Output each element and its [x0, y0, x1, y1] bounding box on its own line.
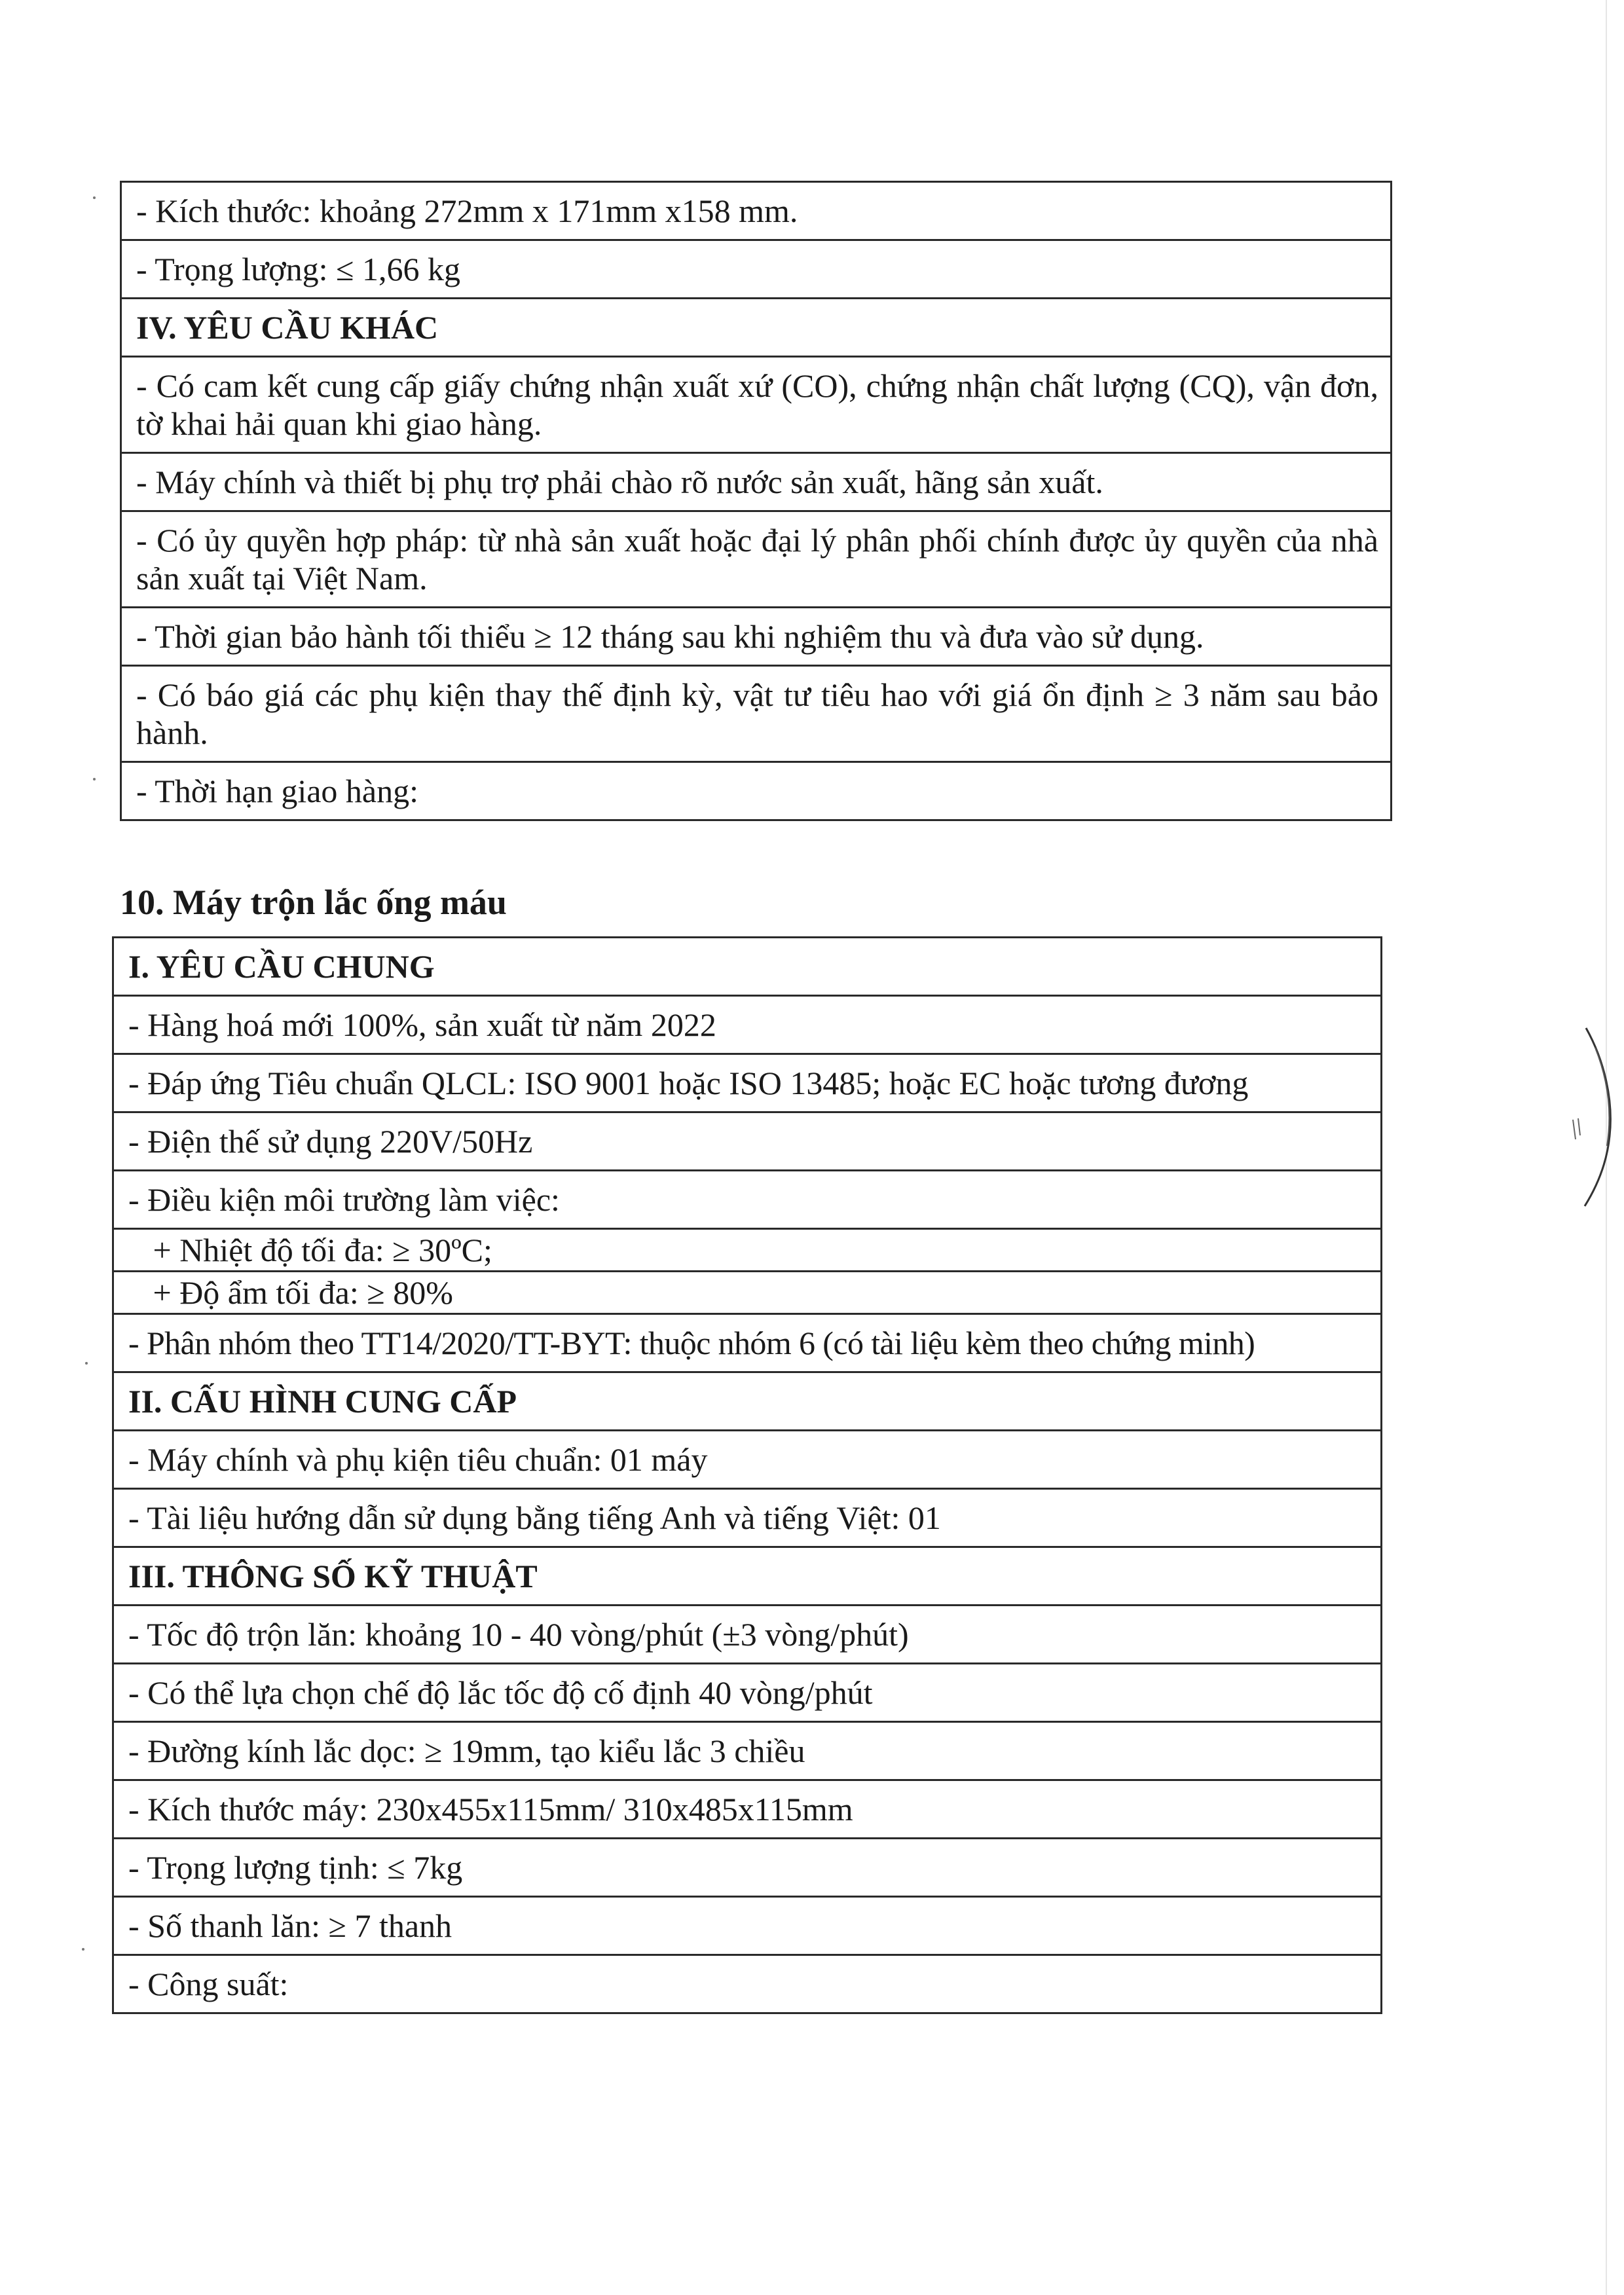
table-row — [113, 1780, 1382, 1839]
section-heading-cell: III. THÔNG SỐ KỸ THUẬT — [113, 1547, 1382, 1606]
table-cell: - Thời hạn giao hàng: — [121, 762, 1392, 820]
table1-body — [121, 182, 1392, 820]
table-cell: - Máy chính và phụ kiện tiêu chuẩn: 01 máy — [113, 1431, 1382, 1489]
margin-tick-mark — [93, 778, 96, 780]
margin-tick-mark — [82, 1948, 84, 1951]
table-row — [113, 1606, 1382, 1664]
table-row — [113, 1054, 1382, 1112]
table-cell: + Độ ẩm tối đa: ≥ 80% — [113, 1272, 1382, 1314]
table-row — [113, 1112, 1382, 1171]
partial-stamp-mark — [1566, 1021, 1624, 1211]
table-cell: - Công suất: — [113, 1955, 1382, 2013]
table-row — [113, 1839, 1382, 1897]
margin-tick-mark — [93, 196, 96, 199]
table-row — [113, 1955, 1382, 2013]
table-cell: - Tốc độ trộn lăn: khoảng 10 - 40 vòng/phút (±3 vòng/phút) — [113, 1606, 1382, 1664]
section-heading-cell: I. YÊU CẦU CHUNG — [113, 938, 1382, 996]
table-row — [121, 240, 1392, 299]
table-cell: - Có ủy quyền hợp pháp: từ nhà sản xuất hoặc đại lý phân phối chính được ủy quyền của nhà sản xuất tại Việt Nam. — [121, 511, 1392, 608]
table-row — [121, 182, 1392, 240]
table-row — [121, 666, 1392, 762]
table-row — [113, 938, 1382, 996]
table-row — [113, 1314, 1382, 1372]
table-row — [121, 453, 1392, 511]
table-row — [113, 1229, 1382, 1272]
table-row — [121, 608, 1392, 666]
table-row — [113, 1547, 1382, 1606]
table-cell: - Có cam kết cung cấp giấy chứng nhận xuất xứ (CO), chứng nhận chất lượng (CQ), vận đơn, tờ khai hải quan khi giao hàng. — [121, 357, 1392, 453]
table-row — [113, 1431, 1382, 1489]
section-heading-cell: IV. YÊU CẦU KHÁC — [121, 299, 1392, 357]
table-row — [121, 357, 1392, 453]
table-row — [113, 1722, 1382, 1780]
table-cell: - Máy chính và thiết bị phụ trợ phải chào rõ nước sản xuất, hãng sản xuất. — [121, 453, 1392, 511]
requirements-table-continued — [120, 181, 1392, 821]
table-row — [113, 1372, 1382, 1431]
table-cell: - Điều kiện môi trường làm việc: — [113, 1171, 1382, 1229]
table-row — [113, 1664, 1382, 1722]
table-row — [113, 1171, 1382, 1229]
table-cell: - Tài liệu hướng dẫn sử dụng bằng tiếng Anh và tiếng Việt: 01 — [113, 1489, 1382, 1547]
table-cell: - Đáp ứng Tiêu chuẩn QLCL: ISO 9001 hoặc ISO 13485; hoặc EC hoặc tương đương — [113, 1054, 1382, 1112]
section-heading-cell: II. CẤU HÌNH CUNG CẤP — [113, 1372, 1382, 1431]
table-row — [121, 762, 1392, 820]
table-cell: - Có thể lựa chọn chế độ lắc tốc độ cố định 40 vòng/phút — [113, 1664, 1382, 1722]
table-cell: + Nhiệt độ tối đa: ≥ 30ºC; — [113, 1229, 1382, 1272]
table-cell: - Trọng lượng tịnh: ≤ 7kg — [113, 1839, 1382, 1897]
table-cell: - Thời gian bảo hành tối thiểu ≥ 12 tháng sau khi nghiệm thu và đưa vào sử dụng. — [121, 608, 1392, 666]
table-cell: - Phân nhóm theo TT14/2020/TT-BYT: thuộc nhóm 6 (có tài liệu kèm theo chứng minh) — [113, 1314, 1382, 1372]
table-row — [121, 511, 1392, 608]
section-title: 10. Máy trộn lắc ống máu — [120, 883, 507, 922]
table-row — [113, 1489, 1382, 1547]
margin-tick-mark — [85, 1362, 88, 1365]
table2-body — [113, 938, 1382, 2013]
table-row — [113, 996, 1382, 1054]
table-cell: - Trọng lượng: ≤ 1,66 kg — [121, 240, 1392, 299]
table-cell: - Kích thước: khoảng 272mm x 171mm x158 mm. — [121, 182, 1392, 240]
table-cell: - Đường kính lắc dọc: ≥ 19mm, tạo kiểu lắc 3 chiều — [113, 1722, 1382, 1780]
table-cell: - Hàng hoá mới 100%, sản xuất từ năm 2022 — [113, 996, 1382, 1054]
table-cell: - Số thanh lăn: ≥ 7 thanh — [113, 1897, 1382, 1955]
table-cell: - Có báo giá các phụ kiện thay thế định kỳ, vật tư tiêu hao với giá ổn định ≥ 3 năm sau bảo hành. — [121, 666, 1392, 762]
table-row — [113, 1272, 1382, 1314]
table-cell: - Điện thế sử dụng 220V/50Hz — [113, 1112, 1382, 1171]
table-row — [121, 299, 1392, 357]
table-cell: - Kích thước máy: 230x455x115mm/ 310x485x115mm — [113, 1780, 1382, 1839]
blood-tube-mixer-spec-table — [112, 936, 1382, 2014]
table-row — [113, 1897, 1382, 1955]
